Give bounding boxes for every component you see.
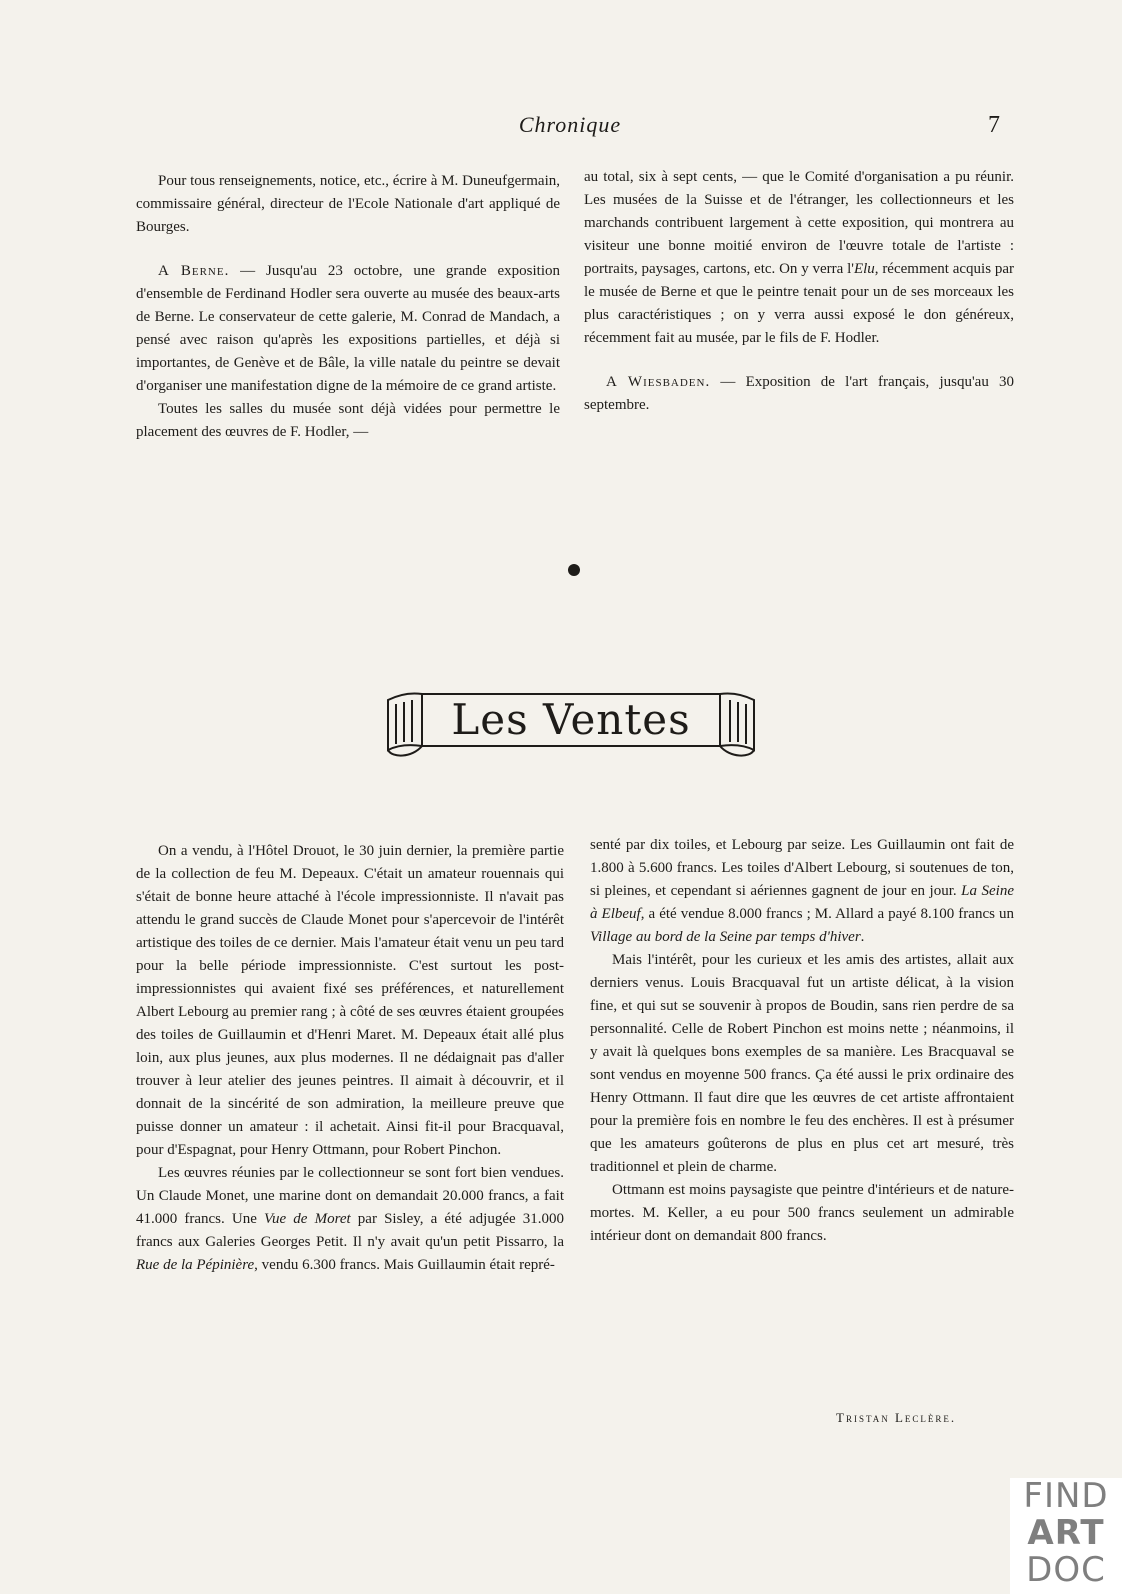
artwork-title-vue-de-moret: Vue de Moret (263, 1211, 351, 1227)
sales-text-c: , vendu 6.300 francs. Mais Guillaumin était repré- (254, 1257, 555, 1273)
continuation-text-a: au total, six à sept cents, — que le Comité d'organisation a pu réunir. Les musées de la Suisse et de l'étranger, les collectionneurs et les marchands contribuent largement à cette exposition, qui montrera au visiteur une bonne moitié environ de l'œuvre totale de l'artiste : portraits, paysages, cartons, etc. On y verra l' (584, 169, 1014, 277)
section-separator-dot (568, 564, 580, 576)
chronique-paragraph-continuation (584, 166, 1014, 350)
lebourg-text-b: , a été vendue 8.000 francs ; M. Allard a payé 8.100 francs un (640, 906, 1014, 922)
ventes-paragraph-depeaux: On a vendu, à l'Hôtel Drouot, le 30 juin dernier, la première partie de la collection de feu M. Depeaux. C'était un amateur rouennais qui s'était de bonne heure attaché à l'école impressionniste. Il n'avait pas attendu le grand succès de Claude Monet pour s'apercevoir de l'intérêt artistique des toiles de ce dernier. Mais l'amateur était venu un peu tard pour la belle période impressionniste. C'est surtout les post-impressionnistes qui avaient fixé ses préférences, et naturellement Albert Lebourg au premier rang ; à côté de ses œuvres étaient groupées des toiles de Guillaumin et d'Henri Maret. M. Depeaux était allé plus loin, aux plus jeunes, aux plus modernes. Il ne dédaignait pas d'aller trouver à leur atelier des jeunes peintres. Il aimait à découvrir, et il donnait de la sincérité de son admiration, la meilleure preuve que puisse donner un amateur : il achetait. Ainsi fit-il pour Bracquaval, pour d'Espagnat, pour Henry Ottmann, pour Robert Pinchon. (136, 843, 564, 1158)
section-title: Les Ventes (451, 695, 691, 744)
berne-text: — Jusqu'au 23 octobre, une grande exposition d'ensemble de Ferdinand Hodler sera ouverte au musée des beaux-arts de Berne. Le conservateur de cette galerie, M. Conrad de Mandach, a pensé avec raison qu'après les expositions partielles, et déjà si importantes, de Genève et de Bâle, la ville natale du peintre se devait d'organiser une manifestation digne de la mémoire de ce grand artiste. (136, 263, 560, 394)
wiesbaden-text: — Exposition de l'art français, jusqu'au 30 septembre. (584, 374, 1015, 413)
ventes-paragraph-sales (136, 1162, 564, 1277)
lebourg-text-c: . (860, 929, 865, 945)
artwork-title-rue-de-la-pepiniere: Rue de la Pépinière (136, 1257, 255, 1273)
artwork-title-elu: Elu (853, 261, 875, 277)
section-banner (382, 688, 760, 760)
chronique-paragraph-salles: Toutes les salles du musée sont déjà vidées pour permettre le placement des œuvres de F. Hodler, — (136, 401, 560, 440)
watermark-logo (1010, 1478, 1122, 1594)
artwork-title-village: Village au bord de la Seine par temps d'hiver (590, 929, 861, 945)
watermark-line-3: DOC (1026, 1550, 1106, 1590)
ventes-column-right (590, 834, 1014, 1248)
chronique-paragraph-berne (136, 260, 560, 398)
ventes-paragraph-bracquaval: Mais l'intérêt, pour les curieux et les amis des artistes, allait aux derniers venus. Louis Bracquaval fut un artiste délicat, à la vision fine, et qui sut se souvenir à propos de Boudin, sans rien perdre de sa personnalité. Celle de Robert Pinchon est moins nette ; néanmoins, il y avait là quelques bons exemples de sa manière. Les Bracquaval se sont vendus en moyenne 500 francs. Ça été aussi le prix ordinaire des Henry Ottmann. Il faut dire que les œuvres de cet artiste affrontaient pour la première fois en nombre le feu des enchères. Il est à présumer que les amateurs goûterons de plus en plus cet art mesuré, très traditionnel et plein de charme. (590, 952, 1014, 1175)
watermark-line-2: ART (1027, 1513, 1105, 1553)
page-number: 7 (988, 112, 1000, 138)
continuation-text-b: , récemment acquis par le musée de Berne et que le peintre tenait pour un de ses morceaux les plus caractéristiques ; on y verra aussi exposé le don généreux, récemment fait au musée, par le fils de F. Hodler. (584, 261, 1014, 346)
lebourg-text-a: senté par dix toiles, et Lebourg par seize. Les Guillaumin ont fait de 1.800 à 5.600 francs. Les toiles d'Albert Lebourg, si soutenues de ton, si pleines, et cependant si aériennes gagnent de jour en jour. (590, 837, 1014, 899)
sales-text-a: Les œuvres réunies par le collectionneur se sont fort bien vendues. Un Claude Monet, une marine dont on demandait 20.000 francs, a fait 41.000 francs. Une (136, 1165, 564, 1227)
ventes-paragraph-ottmann: Ottmann est moins paysagiste que peintre d'intérieurs et de nature-mortes. M. Keller, a eu pour 500 francs seulement un admirable intérieur dont on demandait 800 francs. (590, 1182, 1014, 1244)
ventes-paragraph-lebourg (590, 834, 1014, 949)
author-signature: Tristan Leclère. (836, 1410, 957, 1425)
chronique-paragraph-wiesbaden (584, 371, 1014, 417)
artwork-title-seine-elbeuf: La Seine à Elbeuf (590, 883, 1014, 922)
sales-text-b: par Sisley, a été adjugée 31.000 francs aux Galeries Georges Petit. Il n'y avait qu'un petit Pissarro, la (136, 1211, 565, 1250)
place-name-berne: A Berne. (158, 263, 230, 279)
chronique-column-left (136, 170, 560, 444)
place-name-wiesbaden: A Wiesbaden. (606, 374, 711, 390)
watermark-line-1: FIND (1023, 1476, 1109, 1516)
ventes-column-left (136, 840, 564, 1277)
chronique-column-right (584, 166, 1014, 417)
running-header-title: Chronique (518, 112, 622, 137)
chronique-paragraph-bourges: Pour tous renseignements, notice, etc., écrire à M. Duneufgermain, commissaire général, directeur de l'Ecole Nationale d'art appliqué de Bourges. (136, 173, 560, 235)
